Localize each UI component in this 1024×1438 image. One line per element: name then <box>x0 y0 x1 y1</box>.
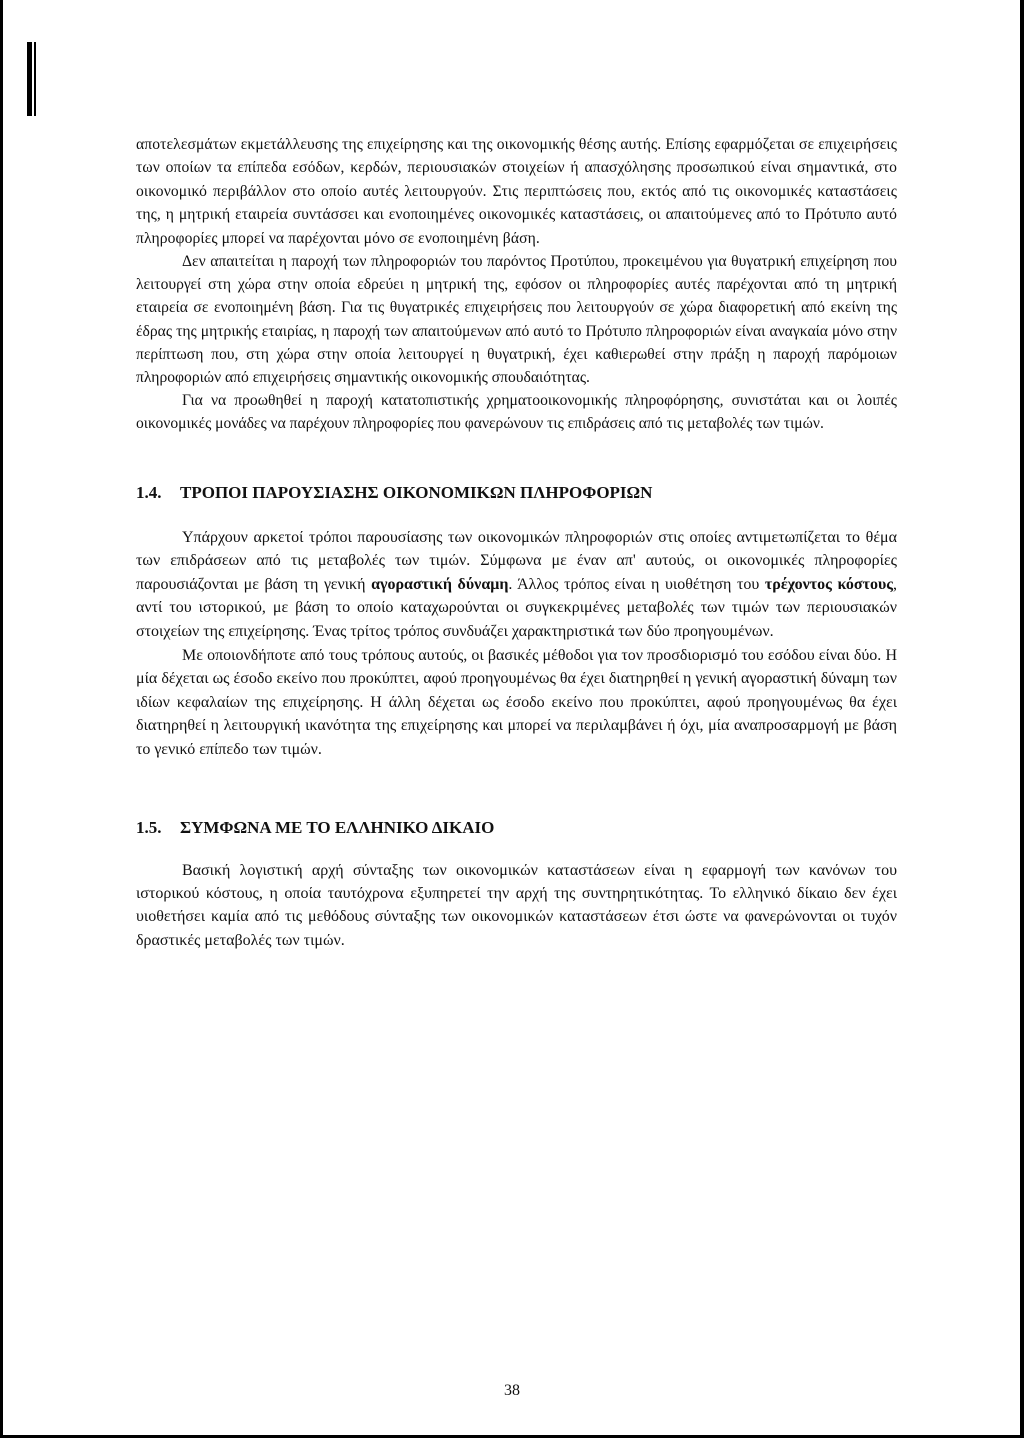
section-heading-1-4 <box>136 482 897 504</box>
paragraph-greek-law: Βασική λογιστική αρχή σύνταξης των οικονομικών καταστάσεων είναι η εφαρμογή των κανόνων του ιστορικού κόστους, η οποία ταυτόχρονα εξυπηρετεί την αρχή της συντηρητικότητας. Το ελληνικό δίκαιο δεν έχει υιοθετήσει καμία από τις μεθόδους σύνταξης των οικονομικών καταστάσεων έτσι ώστε να φανερώνονται οι τυχόν δραστικές μεταβολές των τιμών. <box>136 861 897 949</box>
bold-term-current-cost: τρέχοντος κόστους <box>764 575 894 593</box>
binding-mark-thin <box>34 42 36 116</box>
page-body <box>136 133 897 952</box>
section-title: ΤΡΟΠΟΙ ΠΑΡΟΥΣΙΑΣΗΣ ΟΙΚΟΝΟΜΙΚΩΝ ΠΛΗΡΟΦΟΡΙΩΝ <box>180 482 653 502</box>
section-number: 1.4. <box>136 482 162 502</box>
paragraph-recommendation: Για να προωθηθεί η παροχή κατατοπιστικής χρηματοοικονομικής πληροφόρησης, συνιστάται και οι λοιπές οικονομικές μονάδες να παρέχουν πληροφορίες που φανερώνουν τις επιδράσεις από τις μεταβολές των τιμών. <box>136 392 897 433</box>
text-run: , αντί του ιστορικού, με βάση το οποίο καταχωρούνται οι συγκεκριμένες μεταβολές των τιμών των περιουσιακών στοιχείων της επιχείρησης. Ένας τρίτος τρόπος συνδυάζει χαρακτηριστικά των δύο προηγουμένων. <box>136 575 898 641</box>
section-number: 1.5. <box>136 817 162 837</box>
section-heading-1-5 <box>136 817 897 839</box>
bold-term-purchasing-power: αγοραστική δύναμη <box>371 575 509 593</box>
binding-mark <box>27 42 32 116</box>
scan-border-right <box>1020 0 1024 1438</box>
paragraph-continued: αποτελεσμάτων εκμετάλλευσης της επιχείρησης και της οικονομικής θέσης αυτής. Επίσης εφαρμόζεται σε επιχειρήσεις των οποίων τα επίπεδα εσόδων, κερδών, περιουσιακών στοιχείων ή απασχόλησης προσωπικού είναι σημαντικά, στο οικονομικό περιβάλλον στο οποίο αυτές λειτουργούν. Στις περιπτώσεις που, εκτός από τις οικονομικές καταστάσεις της, η μητρική εταιρεία συντάσσει και ενοποιημένες οικονομικές καταστάσεις, οι απαιτούμενες από το Πρότυπο αυτό πληροφορίες μπορεί να παρέχονται μόνο σε ενοποιημένη βάση. <box>136 136 897 247</box>
section-title: ΣΥΜΦΩΝΑ ΜΕ ΤΟ ΕΛΛΗΝΙΚΟ ΔΙΚΑΙΟ <box>180 817 495 837</box>
paragraph-income-methods: Με οποιονδήποτε από τους τρόπους αυτούς, οι βασικές μέθοδοι για τον προσδιορισμό του εσόδου είναι δύο. Η μία δέχεται ως έσοδο εκείνο που προκύπτει, αφού προηγουμένως θα έχει διατηρηθεί η γενική αγοραστική δύναμη των ιδίων κεφαλαίων της επιχείρησης. Η άλλη δέχεται ως έσοδο εκείνο που προκύπτει, αφού προηγουμένως θα έχει διατηρηθεί η λειτουργική ικανότητα της επιχείρησης και μπορεί να περιλαμβάνει ή όχι, μία αναπροσαρμογή με βάση το γενικό επίπεδο των τιμών. <box>136 646 897 758</box>
text-run: Υπάρχουν αρκετοί τρόποι παρουσίασης των οικονομικών πληροφοριών στις οποίες αντιμετωπίζεται το θέμα των επιδράσεων από τις μεταβολές των τιμών. Σύμφωνα με έναν απ' αυτούς, οι οικονομικές πληροφορίες παρουσιάζονται με βάση τη γενική <box>136 528 897 593</box>
text-run: . Άλλος τρόπος είναι η υιοθέτηση του <box>508 575 765 593</box>
scan-border-left <box>0 0 3 1438</box>
paragraph-subsidiaries: Δεν απαιτείται η παροχή των πληροφοριών του παρόντος Προτύπου, προκειμένου για θυγατρική επιχείρηση που λειτουργεί στη χώρα στην οποία εδρεύει η μητρική της, εφόσον οι πληροφορίες αυτές παρέχονται από τη μητρική εταιρεία σε ενοποιημένη βάση. Για τις θυγατρικές επιχειρήσεις που λειτουργούν σε χώρα διαφορετική από εκείνη της έδρας της μητρικής εταιρίας, η παροχή των απαιτούμενων από αυτό το Πρότυπο πληροφοριών είναι αναγκαία μόνο στην περίπτωση που, στη χώρα στην οποία λειτουργεί η θυγατρική, έχει καθιερωθεί στην πράξη η παροχή παρόμοιων πληροφοριών από επιχειρήσεις σημαντικής οικονομικής σπουδαιότητας. <box>136 253 897 387</box>
page-number: 38 <box>504 1382 520 1399</box>
paragraph-presentation-methods <box>136 526 897 644</box>
